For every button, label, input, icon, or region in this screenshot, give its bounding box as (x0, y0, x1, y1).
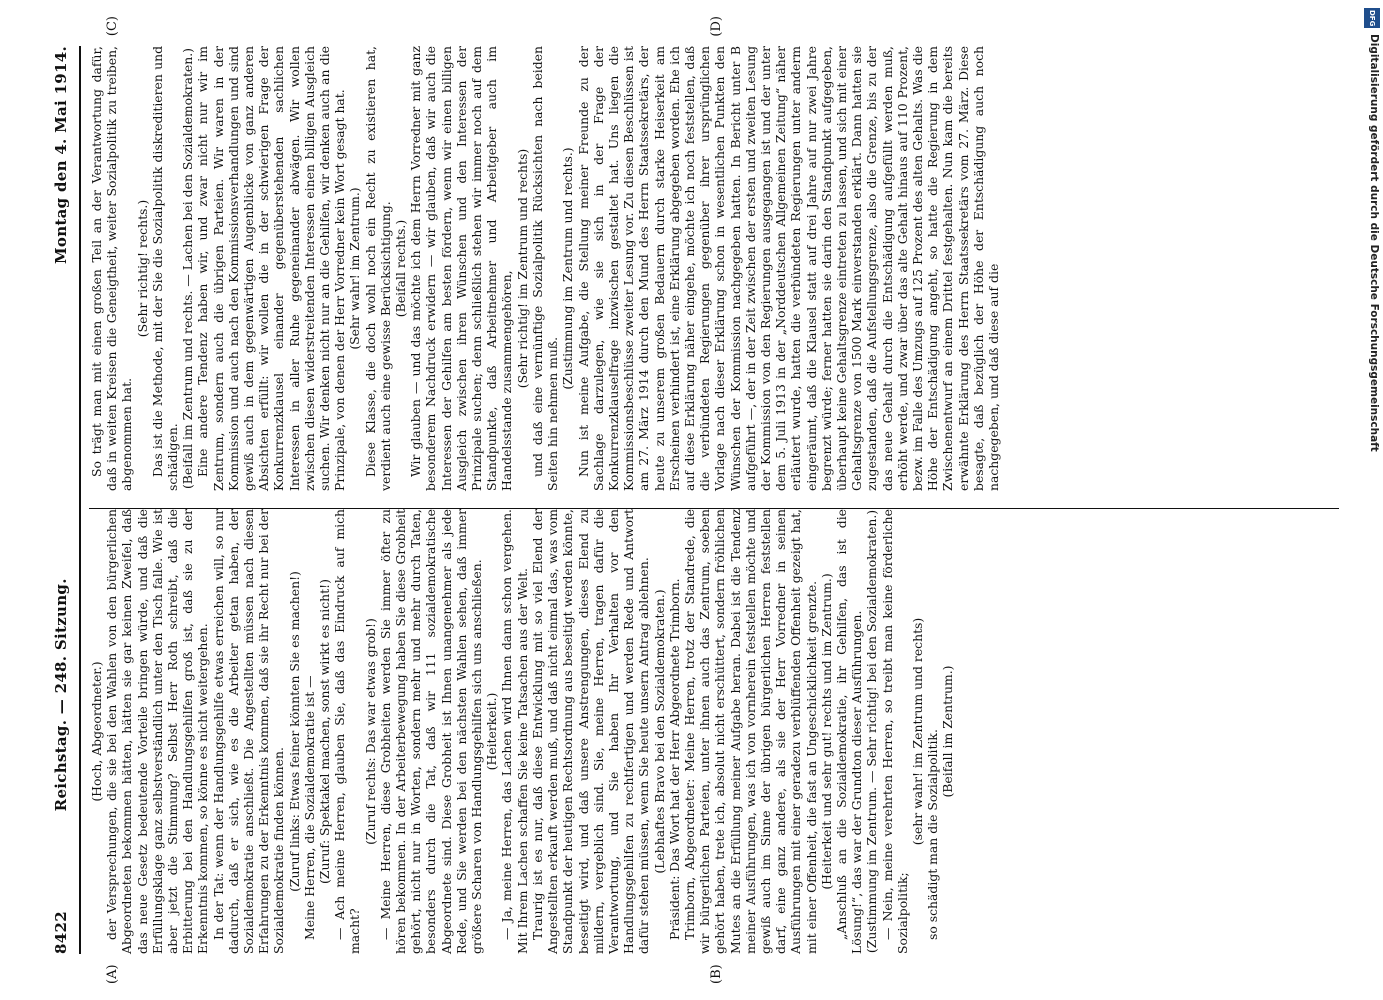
paragraph: Traurig ist es nur, daß diese Entwicklung mit so viel Elend der Angestellten erkauft werden muß, und daß nicht einmal das, was vom Standpunkt der heutigen Rechtsordnung aus beseitigt werden könnte, beseitigt wird, und daß unsere Anstrengungen, dieses Elend zu mildern, vergeblich sind. Sie, meine Herren, tragen dafür die Verantwortung, und Sie haben Ihr Verhalten vor den Handlungsgehilfen zu rechtfertigen und werden Rede und Antwort dafür stehen müssen, wenn Sie heute unsern Antrag ablehnen. (529, 509, 652, 954)
margin-marker-b: (B) (709, 964, 724, 984)
paragraph: — Ja, meine Herren, das Lachen wird Ihnen dann schon vergehen. Mit Ihrem Lachen schaffen Sie keine Tatsachen aus der Welt. (499, 509, 530, 954)
paragraph: (Zustimmung im Zentrum und rechts.) (560, 147, 576, 390)
paragraph: Eine andere Tendenz haben wir, und zwar nicht nur wir im Zentrum, sondern auch die übrigen Parteien. Wir waren in der Kommission und auch nach den Kommissionsverhandlungen und sind gewiß auch in dem gegenwärtigen Augenblicke von ganz anderen Absichten erfüllt: wir wollen die in der schwierigen Frage der Konkurrenzklausel einander gegenüberstehenden sachlichen Interessen in aller Ruhe gegeneinander abwägen. Wir wollen zwischen diesen widerstreitenden Interessen einen billigen Ausgleich suchen. Wir denken nicht nur an die Gehilfen, wir denken auch an die Prinzipale, von denen der Herr Vorredner kein Wort gesagt hat. (195, 46, 348, 491)
right-column (89, 16, 1339, 491)
paragraph: (Beifall im Zentrum und rechts. — Lachen bei den Sozialdemokraten.) (180, 47, 196, 490)
paragraph: Nun ist meine Aufgabe, die Stellung meiner Freunde zu der Sachlage darzulegen, wie sie sich in der Frage der Konkurrenzklauselfrage inzwischen gestaltet hat. Uns liegen die Kommissionsbeschlüsse zweiter Lesung vor. Zu diesen Beschlüssen ist am 27. März 1914 durch den Mund des Herrn Staatssekretärs, der heute zu unserem großen Bedauern durch starke Heiserkeit am Erscheinen verhindert ist, eine Erklärung abgegeben worden. Ehe ich auf diese Erklärung näher eingehe, möchte ich noch feststellen, daß die verbündeten Regierungen gegenüber ihrer ursprünglichen Vorlage nach dieser Erklärung schon in wesentlichen Punkten den Wünschen der Kommission nachgegeben hatten. In Bericht unter B aufgeführt —, der in der Zeit zwischen der ersten und zweiten Lesung der Kommission von den Regierungen ausgegangen ist und der unter dem 5. Juli 1913 in der „Norddeutschen Allgemeinen Zeitung“ näher erläutert wurde, hatten die verbündeten Regierungen unter anderm eingeräumt, daß die Klausel statt auf drei Jahre auf nur zwei Jahre begrenzt würde; ferner hatten sie darin den Standpunkt aufgegeben, überhaupt keine Gehaltsgrenze eintreten zu lassen, und sich mit einer Gehaltsgrenze von 1500 Mark einverstanden erklärt. Dann hatten sie zugestanden, daß die Aufstellungsgrenze, also die Grenze, bis zu der das neue Gehalt durch die Entschädigung aufgefüllt werden muß, erhöht werde, und zwar über das alte Gehalt hinaus auf 110 Prozent, bezw. im Falle des Umzugs auf 125 Prozent des alten Gehalts. Was die Höhe der Entschädigung angeht, so hatte die Regierung in dem Zwischenentwurf an einem Drittel festgehalten. Nun kam die bereits erwähnte Erklärung des Herrn Staatssekretärs vom 27. März. Diese besagte, daß bezüglich der Höhe der Entschädigung auch noch nachgegeben, und daß diese auf die (575, 46, 1001, 491)
paragraph: Wir glauben — und das möchte ich dem Herrn Vorredner mit ganz besonderem Nachdruck erwidern — wir glauben, daß wir auch die Interessen der Gehilfen am besten fördern, wenn wir einen billigen Ausgleich zwischen ihren Wünschen und den Interessen der Prinzipale suchen; denn schließlich stehen wir immer noch auf dem Standpunkte, daß Arbeitnehmer und Arbeitgeber auch im Handelsstande zusammengehören, (408, 46, 515, 491)
paragraph: (Lebhaftes Bravo bei den Sozialdemokraten.) (651, 589, 667, 874)
paragraph: — Meine Herren, diese Grobheiten werden Sie immer öfter zu hören bekommen. In der Arbeiterbewegung haben Sie diese Grobheit gehört, nicht nur in Worten, sondern mehr und mehr durch Taten, besonders durch die Tat, daß wir 111 sozialdemokratische Abgeordnete sind. Diese Grobheit ist Ihnen unangenehmer als jede Rede, und Sie werden bei den nächsten Wahlen sehen, daß immer größere Scharen von Handlungsgehilfen sich uns anschließen. (377, 509, 485, 954)
paragraph: (Heiterkeit.) (484, 692, 500, 771)
paragraph: (Sehr richtig! rechts.) (134, 199, 150, 338)
page-header (52, 46, 81, 954)
paragraph: (Zuruf: Spektakel machen, sonst wirkt es nicht!) (317, 579, 333, 884)
paragraph: (Zustimmung im Zentrum. — Sehr richtig! bei den Sozialdemokraten.) (864, 509, 880, 954)
paragraph: der Versprechungen, die sie bei den Wahlen von den bürgerlichen Abgeordneten bekommen hätten, hätten sie gar keinen Zweifel, daß das neue Gesetz bedeutende Vorteile bringen würde, und daß die Erfüllungsklage ganz selbstverständlich unter den Tisch falle. Wie ist aber jetzt die Stimmung? Selbst Herr Roth schreibt, daß die Erbitterung bei den Handlungsgehilfen groß ist, daß sie zu der Erkenntnis kommen, so könne es nicht weitergehen. (104, 509, 211, 954)
margin-marker-a: (A) (105, 964, 120, 984)
paragraph: (Zuruf links: Etwas feiner könnten Sie es machen!) (286, 571, 302, 892)
paragraph: so schädigt man die Sozialpolitik. (925, 729, 941, 940)
paragraph: — Nein, meine verehrten Herren, so treibt man keine förderliche Sozialpolitik; (879, 509, 910, 954)
paragraph: (Heiterkeit und sehr gut! rechts und im Zentrum.) (818, 573, 834, 890)
paragraph: (Hoch, Abgeordneter.) (89, 661, 104, 802)
paragraph: (Beifall im Zentrum.) (940, 665, 956, 798)
digitization-credit: Digitalisierung gefördert durch die Deutsche Forschungsgemeinschaft (1368, 34, 1380, 452)
paragraph: — Ach meine Herren, glauben Sie, daß das Eindruck auf mich macht? (332, 509, 363, 954)
dfg-logo-icon: DFG (1364, 8, 1380, 28)
paragraph: (Sehr wahr! im Zentrum.) (347, 187, 363, 350)
left-column (89, 509, 1339, 984)
paragraph: (Beifall rechts.) (393, 219, 409, 318)
session-title: Reichstag. — 248. Sitzung. (52, 578, 70, 812)
paragraph: Diese Klasse, die doch wohl noch ein Recht zu existieren hat, verdient auch eine gewisse Berücksichtigung. (362, 46, 393, 491)
paragraph: Präsident: Das Wort hat der Herr Abgeordnete Trimborn. (666, 578, 682, 940)
page-number: 8422 (52, 911, 70, 954)
paragraph: (Zuruf rechts: Das war etwas grob!) (362, 618, 378, 845)
paragraph: Das ist die Methode, mit der Sie die Sozialpolitik diskreditieren und schädigen. (149, 46, 181, 491)
margin-marker-c: (C) (105, 16, 120, 37)
paragraph: (sehr wahr! im Zentrum und rechts) (909, 617, 925, 846)
paragraph: „Anschluß an die Sozialdemokratie, ihr Gehilfen, das ist die Lösung!“, das war der Grundton dieser Ausführungen. (833, 509, 865, 954)
session-date: Montag den 4. Mai 1914. (52, 45, 70, 265)
paragraph: In der Tat: wenn der Handlungsgehilfe etwas erreichen will, so nur dadurch, daß er sich, wie es die Arbeiter getan haben, der Sozialdemokratie anschließt. Die Angestellten müssen nach diesen Erfahrungen zu der Erkenntnis kommen, daß sie ihr Recht nur bei der Sozialdemokratie finden können. (210, 509, 287, 954)
paragraph: Trimborn, Abgeordneter: Meine Herren, trotz der Standrede, die wir bürgerlichen Parteien, unter ihnen auch das Zentrum, soeben gehört haben, trete ich, absolut nicht erschüttert, sondern fröhlichen Mutes an die Erfüllung meiner Aufgabe heran. Dabei ist die Tendenz meiner Ausführungen, was ich von vornherein feststellen möchte und gewiß auch im Sinne der übrigen bürgerlichen Herren feststellen darf, eine ganz andere, als sie der Herr Vorredner in seinen Ausführungen mit einer geradezu verblüffenden Offenheit gezeigt hat, mit einer Offenheit, die fast an Ungeschicklichkeit grenzte. (681, 509, 819, 954)
paragraph: und daß eine vernünftige Sozialpolitik Rücksichten nach beiden Seiten hin nehmen muß. (529, 46, 561, 491)
paragraph: Meine Herren, die Sozialdemokratie ist — (301, 675, 317, 940)
text-columns (89, 16, 1339, 984)
paragraph: (Sehr richtig! im Zentrum und rechts) (514, 148, 530, 389)
paragraph: So trägt man mit einen großen Teil an der Verantwortung dafür, daß in weiten Kreisen die Geneigtheit, weiter Sozialpolitik zu treiben, abgenommen hat. (89, 46, 135, 491)
margin-marker-d: (D) (709, 16, 724, 37)
